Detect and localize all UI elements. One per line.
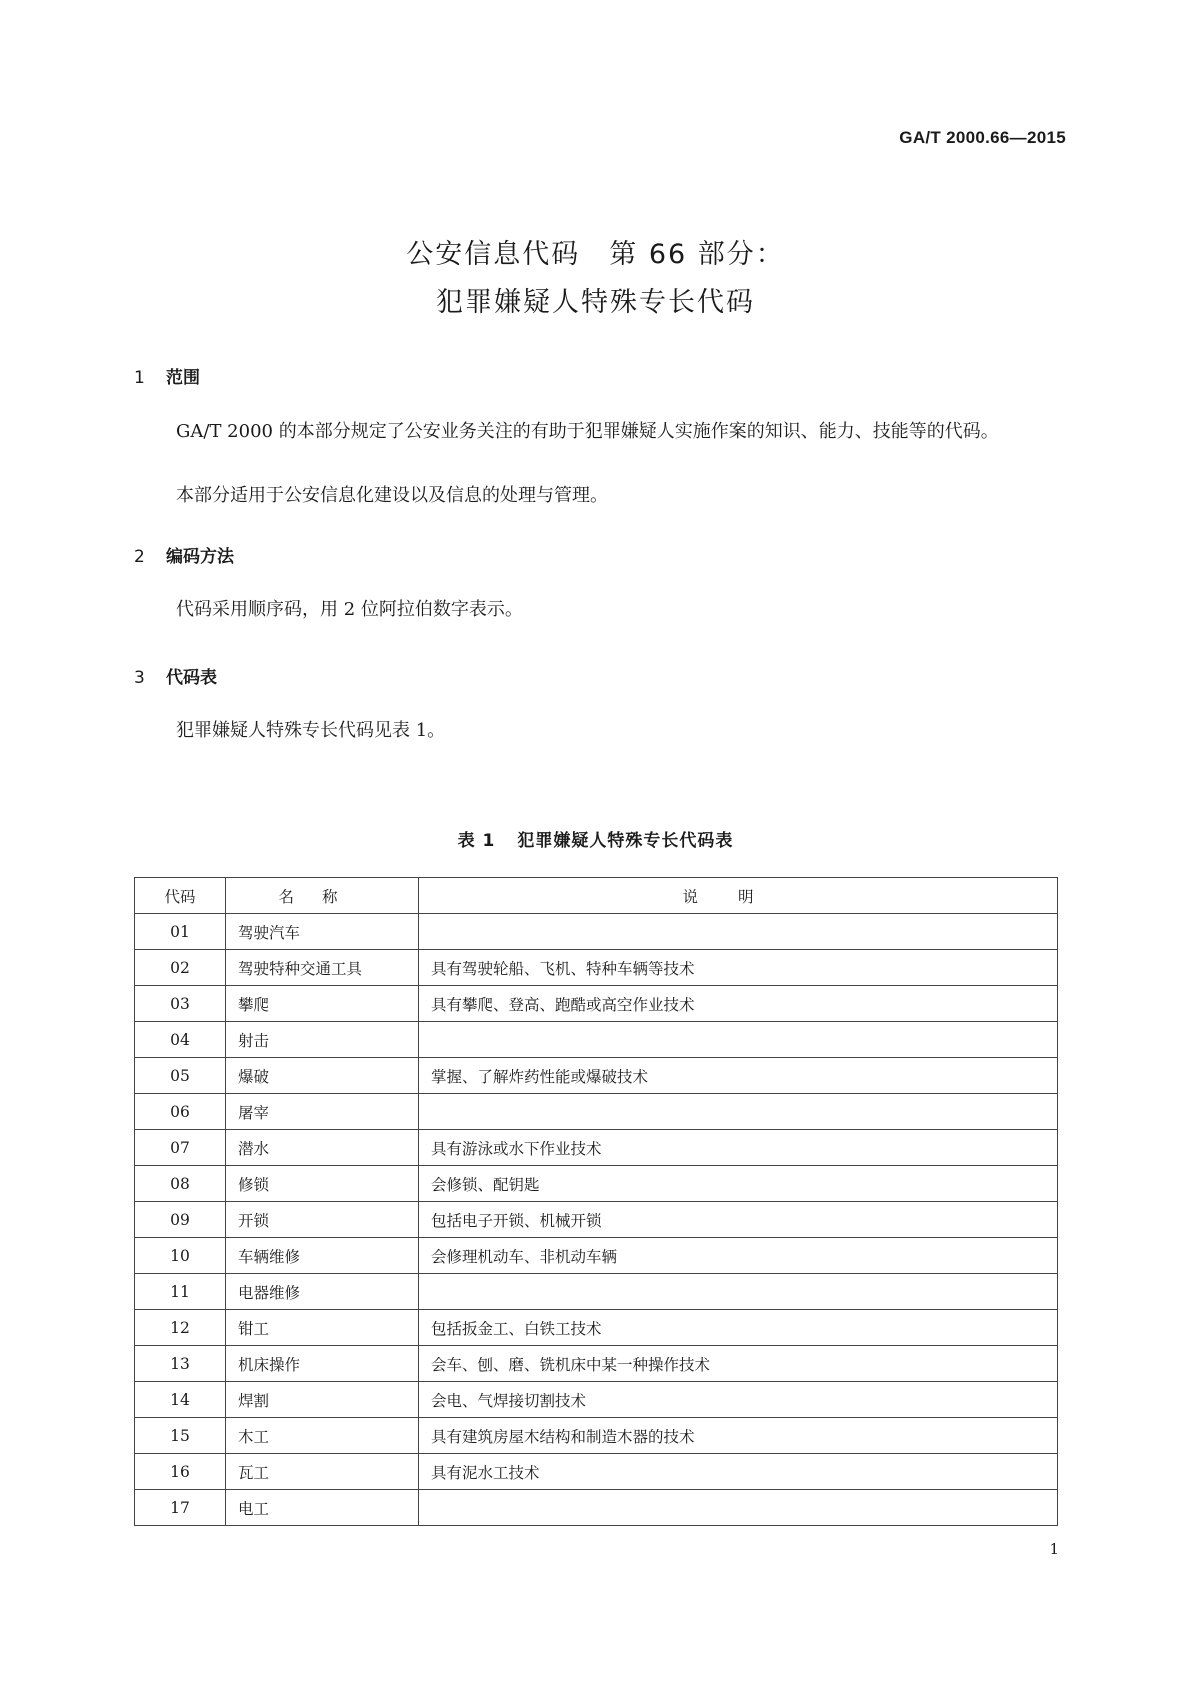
table-row: [135, 1130, 1058, 1166]
cell-name: 瓦工: [226, 1454, 419, 1490]
table-row: [135, 1454, 1058, 1490]
table-body: [135, 914, 1058, 1526]
cell-code: 17: [135, 1490, 226, 1526]
section-title: 范围: [166, 368, 200, 388]
header-code: 代码: [135, 878, 226, 914]
cell-code: 14: [135, 1382, 226, 1418]
table-row: [135, 914, 1058, 950]
cell-code: 02: [135, 950, 226, 986]
section-number: 1: [134, 368, 145, 388]
section-title: 编码方法: [166, 547, 234, 567]
cell-code: 06: [135, 1094, 226, 1130]
table-row: [135, 1490, 1058, 1526]
cell-name: 电工: [226, 1490, 419, 1526]
document-title-line1: 公安信息代码 第 66 部分：: [406, 239, 785, 270]
cell-code: 11: [135, 1274, 226, 1310]
table-row: [135, 1310, 1058, 1346]
cell-desc: 会电、气焊接切割技术: [419, 1382, 1058, 1418]
section-heading-scope: [134, 363, 200, 388]
header-name-text: 名称: [278, 887, 366, 906]
cell-code: 16: [135, 1454, 226, 1490]
section-title: 代码表: [166, 668, 217, 688]
cell-desc: 会修理机动车、非机动车辆: [419, 1238, 1058, 1274]
table-row: [135, 1058, 1058, 1094]
table-row: [135, 1202, 1058, 1238]
section-number: 3: [134, 668, 145, 688]
cell-name: 潜水: [226, 1130, 419, 1166]
cell-code: 07: [135, 1130, 226, 1166]
cell-desc: 具有建筑房屋木结构和制造木器的技术: [419, 1418, 1058, 1454]
cell-desc: 具有游泳或水下作业技术: [419, 1130, 1058, 1166]
table-row: [135, 1022, 1058, 1058]
cell-desc: 掌握、了解炸药性能或爆破技术: [419, 1058, 1058, 1094]
cell-code: 04: [135, 1022, 226, 1058]
table-row: [135, 1346, 1058, 1382]
cell-code: 09: [135, 1202, 226, 1238]
cell-name: 机床操作: [226, 1346, 419, 1382]
cell-desc: [419, 1274, 1058, 1310]
cell-name: 电器维修: [226, 1274, 419, 1310]
table-row: [135, 1166, 1058, 1202]
cell-name: 钳工: [226, 1310, 419, 1346]
cell-name: 射击: [226, 1022, 419, 1058]
table-caption: [0, 826, 1191, 851]
cell-name: 修锁: [226, 1166, 419, 1202]
table-number: 表 1: [457, 831, 496, 851]
table-row: [135, 1094, 1058, 1130]
section-paragraph: 犯罪嫌疑人特殊专长代码见表 1。: [176, 720, 446, 741]
document-code: GA/T 2000.66—2015: [899, 128, 1066, 147]
header-desc-text: 说明: [682, 887, 794, 906]
cell-name: 开锁: [226, 1202, 419, 1238]
cell-code: 13: [135, 1346, 226, 1382]
cell-name: 爆破: [226, 1058, 419, 1094]
cell-code: 15: [135, 1418, 226, 1454]
table-row: [135, 1274, 1058, 1310]
cell-name: 攀爬: [226, 986, 419, 1022]
cell-code: 05: [135, 1058, 226, 1094]
table-row: [135, 1382, 1058, 1418]
document-title-line2: 犯罪嫌疑人特殊专长代码: [436, 287, 755, 318]
code-table: [134, 877, 1058, 1526]
cell-name: 木工: [226, 1418, 419, 1454]
section-paragraph: 本部分适用于公安信息化建设以及信息的处理与管理。: [176, 485, 608, 506]
header-desc: [419, 878, 1058, 914]
cell-name: 焊割: [226, 1382, 419, 1418]
section-heading-code-table: [134, 663, 217, 688]
cell-desc: 会车、刨、磨、铣机床中某一种操作技术: [419, 1346, 1058, 1382]
table-header-row: [135, 878, 1058, 914]
section-paragraph: GA/T 2000 的本部分规定了公安业务关注的有助于犯罪嫌疑人实施作案的知识、能力、技能等的代码。: [176, 421, 999, 442]
cell-code: 08: [135, 1166, 226, 1202]
cell-name: 驾驶特种交通工具: [226, 950, 419, 986]
cell-desc: [419, 1490, 1058, 1526]
cell-desc: [419, 914, 1058, 950]
cell-name: 驾驶汽车: [226, 914, 419, 950]
cell-desc: 具有驾驶轮船、飞机、特种车辆等技术: [419, 950, 1058, 986]
cell-desc: 具有攀爬、登高、跑酷或高空作业技术: [419, 986, 1058, 1022]
page-number: 1: [1049, 1540, 1059, 1558]
cell-desc: [419, 1022, 1058, 1058]
header-name: [226, 878, 419, 914]
cell-code: 12: [135, 1310, 226, 1346]
section-number: 2: [134, 547, 145, 567]
cell-desc: 会修锁、配钥匙: [419, 1166, 1058, 1202]
cell-desc: 包括扳金工、白铁工技术: [419, 1310, 1058, 1346]
section-paragraph: 代码采用顺序码，用 2 位阿拉伯数字表示。: [176, 599, 523, 620]
table-row: [135, 986, 1058, 1022]
table-row: [135, 1238, 1058, 1274]
table-title: 犯罪嫌疑人特殊专长代码表: [517, 831, 734, 851]
cell-name: 屠宰: [226, 1094, 419, 1130]
cell-code: 03: [135, 986, 226, 1022]
cell-desc: 包括电子开锁、机械开锁: [419, 1202, 1058, 1238]
section-heading-coding-method: [134, 542, 234, 567]
cell-code: 10: [135, 1238, 226, 1274]
table-row: [135, 950, 1058, 986]
cell-desc: [419, 1094, 1058, 1130]
cell-desc: 具有泥水工技术: [419, 1454, 1058, 1490]
table-row: [135, 1418, 1058, 1454]
cell-code: 01: [135, 914, 226, 950]
cell-name: 车辆维修: [226, 1238, 419, 1274]
